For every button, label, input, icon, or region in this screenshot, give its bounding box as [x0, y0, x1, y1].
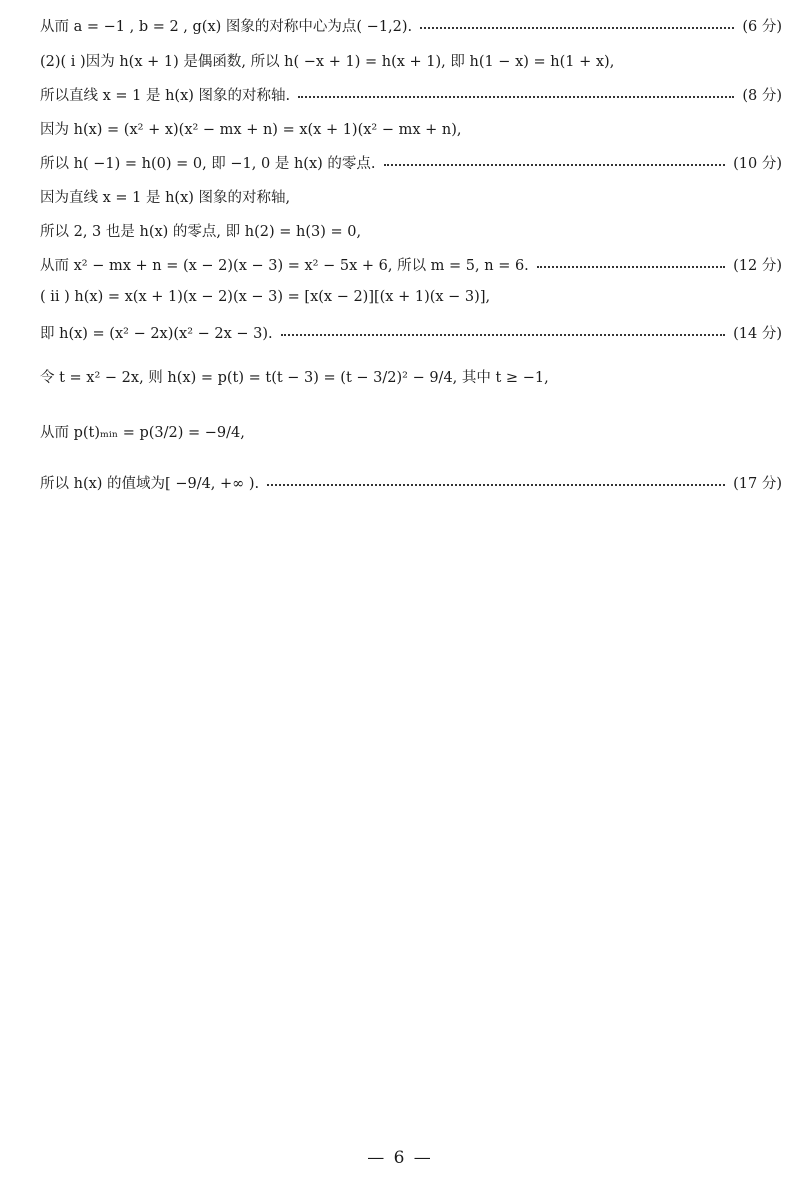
solution-line-4	[40, 118, 782, 139]
line-text: 所以 h( −1) = h(0) = 0, 即 −1, 0 是 h(x) 的零点.	[40, 156, 376, 172]
score-label: (8 分)	[742, 88, 782, 104]
score-label: (14 分)	[733, 326, 782, 342]
solution-line-9	[40, 289, 782, 305]
solution-line-6	[40, 186, 782, 207]
line-text: 令 t = x² − 2x, 则 h(x) = p(t) = t(t − 3) = (t − 3/2)² − 9/4, 其中 t ≥ −1,	[40, 370, 549, 386]
solution-line-1	[40, 15, 782, 36]
line-text: ( ⅱ ) h(x) = x(x + 1)(x − 2)(x − 3) = [x(x − 2)][(x + 1)(x − 3)],	[40, 289, 491, 305]
solution-line-10	[40, 322, 782, 343]
line-text: (2)( ⅰ )因为 h(x + 1) 是偶函数, 所以 h( −x + 1) = h(x + 1), 即 h(1 − x) = h(1 + x),	[40, 54, 615, 70]
line-text: 从而 p(t)ₘᵢₙ = p(3/2) = −9/4,	[40, 425, 245, 441]
solution-line-3	[40, 84, 782, 105]
line-text: 即 h(x) = (x² − 2x)(x² − 2x − 3).	[40, 326, 273, 342]
line-text: 所以直线 x = 1 是 h(x) 图象的对称轴.	[40, 88, 291, 104]
line-text: 因为 h(x) = (x² + x)(x² − mx + n) = x(x + 1)(x² − mx + n),	[40, 122, 462, 138]
solution-line-11	[40, 366, 782, 387]
score-label: (17 分)	[733, 476, 782, 492]
dot-leader	[537, 264, 725, 268]
solution-line-2	[40, 50, 782, 71]
solution-line-7	[40, 220, 782, 241]
solution-line-13	[40, 472, 782, 493]
dot-leader	[281, 332, 725, 336]
line-text: 因为直线 x = 1 是 h(x) 图象的对称轴,	[40, 190, 291, 206]
dot-leader	[384, 162, 726, 166]
score-label: (10 分)	[733, 156, 782, 172]
dot-leader	[420, 25, 734, 29]
solution-line-5	[40, 152, 782, 173]
dot-leader	[298, 94, 734, 98]
dot-leader	[267, 482, 725, 486]
solution-line-8	[40, 254, 782, 275]
solution-line-12	[40, 421, 782, 442]
line-text: 所以 h(x) 的值域为[ −9/4, +∞ ).	[40, 476, 260, 492]
page-number: — 6 —	[367, 1148, 433, 1168]
line-text: 从而 x² − mx + n = (x − 2)(x − 3) = x² − 5x + 6, 所以 m = 5, n = 6.	[40, 258, 529, 274]
score-label: (12 分)	[733, 258, 782, 274]
score-label: (6 分)	[742, 19, 782, 35]
line-text: 从而 a = −1 , b = 2 , g(x) 图象的对称中心为点( −1,2).	[40, 19, 413, 35]
line-text: 所以 2, 3 也是 h(x) 的零点, 即 h(2) = h(3) = 0,	[40, 224, 362, 240]
